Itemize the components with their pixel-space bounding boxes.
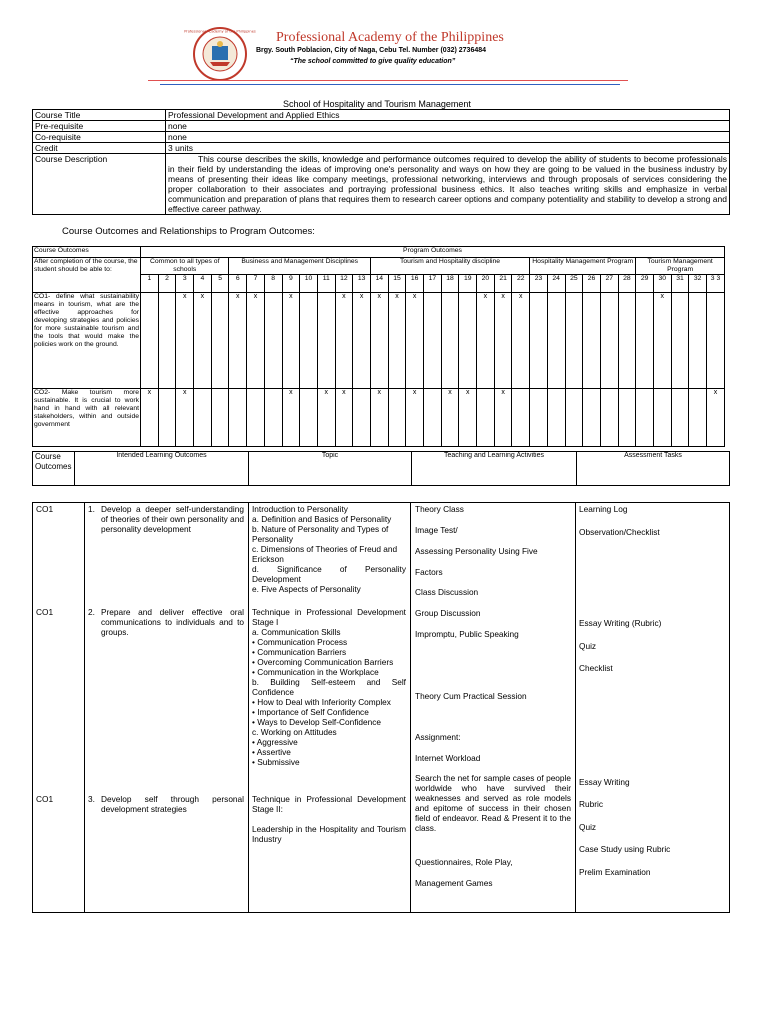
after-completion-text: After completion of the course, the student should be able to: [33,258,141,293]
topic2-item: • Communication in the Workplace [252,667,379,677]
assessment-item: Essay Writing (Rubric) [579,618,662,628]
tla-item: Management Games [415,878,493,888]
outcomes-title: Course Outcomes and Relationships to Program Outcomes: [62,226,315,237]
po-number-25: 25 [565,275,583,293]
ilo-num-1: 1. [88,504,95,514]
po-number-21: 21 [494,275,512,293]
po-mark-cell: x [512,293,530,389]
po-mark-cell: x [477,293,495,389]
credit-value: 3 units [166,143,730,154]
topic1-item: e. Five Aspects of Personality [252,584,361,594]
po-mark-cell [671,293,689,389]
po-mark-cell [530,389,548,447]
group-business: Business and Management Disciplines [229,258,371,275]
po-number-1: 1 [141,275,159,293]
topic2-block [252,607,406,767]
school-title: School of Hospitality and Tourism Management [283,99,471,109]
po-number-15: 15 [388,275,406,293]
credit-label: Credit [33,143,166,154]
svg-text:Professional Academy of the Ph: Professional Academy of the Philippines [184,29,256,34]
institution-motto: “The school committed to give quality education” [290,58,456,65]
program-outcomes-table [32,246,725,447]
table-row [33,247,725,258]
tla-item: Group Discussion [415,608,481,618]
ilo-text-3: Develop self through personal development strategies [101,794,244,814]
co-label-3: CO1 [36,794,54,804]
po-mark-cell: x [335,389,353,447]
topic3-sub: Leadership in the Hospitality and Tourism Industry [252,824,406,844]
topic2-item: • Ways to Develop Self-Confidence [252,717,381,727]
po-number-14: 14 [370,275,388,293]
po-mark-cell [264,293,282,389]
po-mark-cell [247,389,265,447]
header-divider-red [148,80,628,81]
topic2-item: b. Building Self-esteem and Self Confidence [252,677,406,697]
table-row [33,154,730,215]
course-description-text: This course describes the skills, knowledge and performance outcomes required to develop the ability of students to become professionals in their field by understanding the ideas of improving one's personality and ways on how they are going to be valued in the business industry by means of presenting their ideas like company meetings, professional networking, interviews and through proposals of services considering the proper collaboration to their associates and portraying professional business ethics. It also teaches writing skills and emphasize in verbal communication and preparation of plans that requires them to research career options and company potentiality and stability to develop a strong and effective career pathway. [166,154,730,215]
po-mark-cell [459,293,477,389]
ilo-num-3: 3. [88,794,95,804]
topic2-item: • Aggressive [252,737,298,747]
po-mark-cell [600,389,618,447]
po-mark-cell: x [370,389,388,447]
po-number-27: 27 [600,275,618,293]
plan-header-assessment: Assessment Tasks [577,452,730,486]
assessment-item: Prelim Examination [579,867,651,877]
po-mark-cell [300,293,318,389]
po-mark-cell: x [459,389,477,447]
tla-item: Search the net for sample cases of people worldwide who have survived their weaknesses and served as role models and epitome of success in their chosen field of endeavor. Read & Present it to the class. [415,773,571,833]
po-mark-cell [317,293,335,389]
po-mark-cell [636,293,654,389]
assessment-item: Case Study using Rubric [579,844,671,854]
tla-item: Assessing Personality Using Five [415,546,538,556]
po-number-9: 9 [282,275,300,293]
tla-item: Impromptu, Public Speaking [415,629,519,639]
po-number-12: 12 [335,275,353,293]
table-row [33,132,730,143]
assessment-item: Quiz [579,641,597,651]
po-number-32: 32 [689,275,707,293]
po-number-17: 17 [424,275,442,293]
tla-item: Assignment: [415,732,461,742]
po-mark-cell [583,293,601,389]
po-mark-cell: x [353,293,371,389]
topic2-item: • How to Deal with Inferiority Complex [252,697,391,707]
po-mark-cell [229,389,247,447]
table-row [33,258,725,275]
po-number-7: 7 [247,275,265,293]
assessment-item: Observation/Checklist [579,527,660,537]
column-divider [84,503,85,912]
po-number-33: 3 3 [707,275,725,293]
po-mark-cell [530,293,548,389]
po-mark-cell: x [247,293,265,389]
po-number-28: 28 [618,275,636,293]
tla-item: Theory Class [415,504,464,514]
po-mark-cell [600,293,618,389]
po-number-4: 4 [194,275,212,293]
po-mark-cell [158,389,176,447]
po-mark-cell: x [282,293,300,389]
po-number-22: 22 [512,275,530,293]
po-mark-cell [424,293,442,389]
tla-item: Theory Cum Practical Session [415,691,527,701]
po-mark-cell: x [282,389,300,447]
topic1-block [252,504,406,594]
header-divider-blue [160,84,620,85]
co2-text: CO2- Make tourism more sustainable. It is crucial to work hand in hand with all relevant stakeholders, within and outside government [33,389,141,447]
course-title-label: Course Title [33,110,166,121]
co1-text: CO1- define what sustainability means in tourism, what are the effective approaches for developing strategies and policies for more sustainable tourism and the tools that would make the policies work on the ground. [33,293,141,389]
tla-item: Factors [415,567,443,577]
po-number-29: 29 [636,275,654,293]
tla-item: Internet Workload [415,753,481,763]
po-mark-cell [547,389,565,447]
po-mark-cell [636,389,654,447]
group-hospitality-mgmt: Hospitality Management Program [530,258,636,275]
po-mark-cell [141,293,159,389]
po-mark-cell [671,389,689,447]
tla-item: Class Discussion [415,587,479,597]
topic1-item: c. Dimensions of Theories of Freud and Erickson [252,544,398,564]
po-mark-cell [618,293,636,389]
institution-address: Brgy. South Poblacion, City of Naga, Cebu Tel. Number (032) 2736484 [256,47,487,54]
po-mark-cell [424,389,442,447]
po-mark-cell [618,389,636,447]
po-number-16: 16 [406,275,424,293]
po-mark-cell: x [406,293,424,389]
po-mark-cell [512,389,530,447]
course-info-table [32,109,730,215]
po-number-11: 11 [317,275,335,293]
topic1-item: d. Significance of Personality Development [252,564,406,584]
plan-header-ilo: Intended Learning Outcomes [75,452,249,486]
tla-item: Image Test/ [415,525,458,535]
po-mark-cell [441,293,459,389]
topic2-title: Technique in Professional Development Stage I [252,607,406,627]
po-mark-cell: x [194,293,212,389]
topic1-item: b. Nature of Personality and Types of Personality [252,524,389,544]
topic3-block [252,794,406,844]
assessment-item: Quiz [579,822,597,832]
po-number-13: 13 [353,275,371,293]
table-row [33,110,730,121]
po-number-8: 8 [264,275,282,293]
po-mark-cell [158,293,176,389]
po-mark-cell [211,389,229,447]
course-outcomes-header: Course Outcomes [33,247,141,258]
table-row [33,293,725,389]
po-mark-cell [689,389,707,447]
topic2-item: • Importance of Self Confidence [252,707,369,717]
po-number-19: 19 [459,275,477,293]
group-tourism-hospitality: Tourism and Hospitality discipline [370,258,529,275]
learning-plan-table [32,502,730,913]
column-divider [248,503,249,912]
po-number-30: 30 [653,275,671,293]
corequisite-value: none [166,132,730,143]
plan-header-tla: Teaching and Learning Activities [412,452,577,486]
po-mark-cell [353,389,371,447]
table-row [33,121,730,132]
po-mark-cell: x [229,293,247,389]
topic2-item: • Communication Process [252,637,348,647]
po-mark-cell [583,389,601,447]
po-number-6: 6 [229,275,247,293]
po-mark-cell [547,293,565,389]
po-mark-cell [707,293,725,389]
po-mark-cell [211,293,229,389]
po-mark-cell [689,293,707,389]
co-label-1: CO1 [36,504,54,514]
school-logo [184,26,256,82]
po-mark-cell: x [176,389,194,447]
po-mark-cell [194,389,212,447]
assessment-item: Checklist [579,663,613,673]
po-number-24: 24 [547,275,565,293]
po-number-31: 31 [671,275,689,293]
group-common: Common to all types of schools [141,258,229,275]
corequisite-label: Co-requisite [33,132,166,143]
po-mark-cell [653,389,671,447]
po-number-10: 10 [300,275,318,293]
po-number-18: 18 [441,275,459,293]
course-description-label: Course Description [33,154,166,215]
table-row [33,389,725,447]
po-mark-cell: x [406,389,424,447]
institution-name: Professional Academy of the Philippines [276,30,504,45]
prerequisite-label: Pre-requisite [33,121,166,132]
po-number-5: 5 [211,275,229,293]
po-mark-cell [264,389,282,447]
column-divider [410,503,411,912]
po-number-23: 23 [530,275,548,293]
po-mark-cell: x [653,293,671,389]
ilo-text-2: Prepare and deliver effective oral communications to individuals and to groups. [101,607,244,637]
po-mark-cell: x [370,293,388,389]
po-number-3: 3 [176,275,194,293]
program-outcomes-header: Program Outcomes [141,247,725,258]
co-label-2: CO1 [36,607,54,617]
po-mark-cell [565,389,583,447]
topic2-item: a. Communication Skills [252,627,341,637]
topic2-item: c. Working on Attitudes [252,727,337,737]
assessment-item: Essay Writing [579,777,630,787]
prerequisite-value: none [166,121,730,132]
course-title-value: Professional Development and Applied Ethics [166,110,730,121]
assessment-item: Learning Log [579,504,628,514]
assessment-item: Rubric [579,799,603,809]
po-mark-cell [565,293,583,389]
po-mark-cell: x [388,293,406,389]
topic2-item: • Submissive [252,757,300,767]
po-mark-cell: x [141,389,159,447]
po-mark-cell: x [494,293,512,389]
tla-item: Questionnaires, Role Play, [415,857,513,867]
po-mark-cell: x [317,389,335,447]
plan-header-bar [32,451,730,486]
po-mark-cell: x [176,293,194,389]
column-divider [575,503,576,912]
group-tourism-mgmt: Tourism Management Program [636,258,725,275]
po-number-26: 26 [583,275,601,293]
po-mark-cell: x [707,389,725,447]
po-mark-cell [300,389,318,447]
topic1-title: Introduction to Personality [252,504,348,514]
po-mark-cell: x [494,389,512,447]
ilo-text-1: Develop a deeper self-understanding of theories of their own personality and personality development [101,504,244,534]
po-mark-cell [388,389,406,447]
table-row [33,143,730,154]
topic1-item: a. Definition and Basics of Personality [252,514,392,524]
plan-header-course-outcomes: Course Outcomes [33,452,75,486]
topic2-item: • Overcoming Communication Barriers [252,657,394,667]
po-mark-cell: x [441,389,459,447]
ilo-num-2: 2. [88,607,95,617]
po-mark-cell: x [335,293,353,389]
po-number-20: 20 [477,275,495,293]
po-number-2: 2 [158,275,176,293]
table-row [33,452,730,486]
plan-header-topic: Topic [249,452,412,486]
topic2-item: • Assertive [252,747,291,757]
po-mark-cell [477,389,495,447]
topic3-title: Technique in Professional Development Stage II: [252,794,406,814]
topic2-item: • Communication Barriers [252,647,347,657]
